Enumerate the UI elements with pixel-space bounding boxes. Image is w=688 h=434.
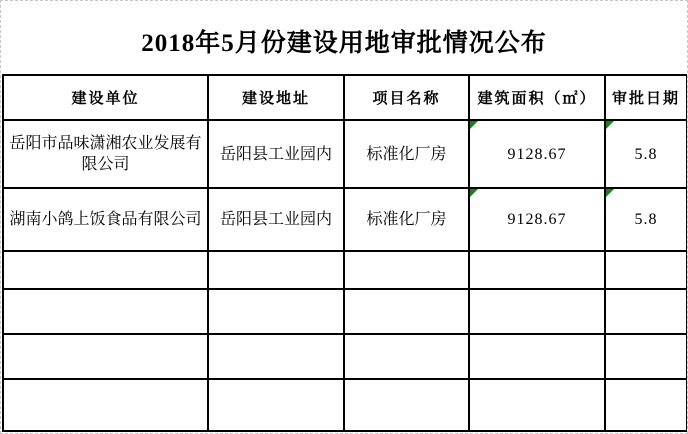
cell-project	[344, 379, 469, 431]
cell-area	[469, 188, 605, 251]
cell-date-value: 5.8	[634, 211, 658, 228]
table-row	[3, 379, 687, 431]
cell-date	[605, 289, 687, 334]
table-row	[3, 188, 687, 251]
table-row	[3, 289, 687, 334]
header-cell-address: 建设地址	[208, 75, 344, 120]
cell-address: 岳阳县工业园内	[208, 188, 344, 251]
cell-address	[208, 334, 344, 379]
cell-date	[605, 188, 687, 251]
table-row	[3, 120, 687, 188]
cell-project: 标准化厂房	[344, 188, 469, 251]
cell-project: 标准化厂房	[344, 120, 469, 188]
cell-area	[469, 289, 605, 334]
stored-as-text-flag-icon	[606, 189, 614, 197]
cell-unit	[3, 334, 208, 379]
cell-address	[208, 379, 344, 431]
cell-unit: 湖南小鸽上饭食品有限公司	[3, 188, 208, 251]
cell-area	[469, 334, 605, 379]
stored-as-text-flag-icon	[470, 189, 478, 197]
cell-address	[208, 251, 344, 289]
cell-project	[344, 334, 469, 379]
header-cell-date: 审批日期	[605, 75, 687, 120]
header-cell-project: 项目名称	[344, 75, 469, 120]
table-row	[3, 334, 687, 379]
cell-project	[344, 289, 469, 334]
table-row	[3, 251, 687, 289]
cell-date	[605, 251, 687, 289]
cell-date	[605, 379, 687, 431]
cell-area	[469, 120, 605, 188]
cell-unit: 岳阳市品味潇湘农业发展有限公司	[3, 120, 208, 188]
page-title: 2018年5月份建设用地审批情况公布	[141, 30, 547, 57]
header-row	[3, 75, 687, 120]
stored-as-text-flag-icon	[606, 121, 614, 129]
cell-date	[605, 334, 687, 379]
header-cell-unit: 建设单位	[3, 75, 208, 120]
cell-project	[344, 251, 469, 289]
cell-unit	[3, 379, 208, 431]
cell-address: 岳阳县工业园内	[208, 120, 344, 188]
cell-area-value: 9128.67	[507, 145, 567, 163]
cell-unit	[3, 289, 208, 334]
cell-area	[469, 251, 605, 289]
cell-area	[469, 379, 605, 431]
cell-unit	[3, 251, 208, 289]
cell-address	[208, 289, 344, 334]
cell-area-value: 9128.67	[507, 211, 567, 228]
header-cell-area: 建筑面积（㎡）	[469, 75, 605, 120]
cell-date-value: 5.8	[634, 145, 658, 163]
stored-as-text-flag-icon	[470, 121, 478, 129]
approval-table	[2, 74, 688, 432]
cell-date	[605, 120, 687, 188]
